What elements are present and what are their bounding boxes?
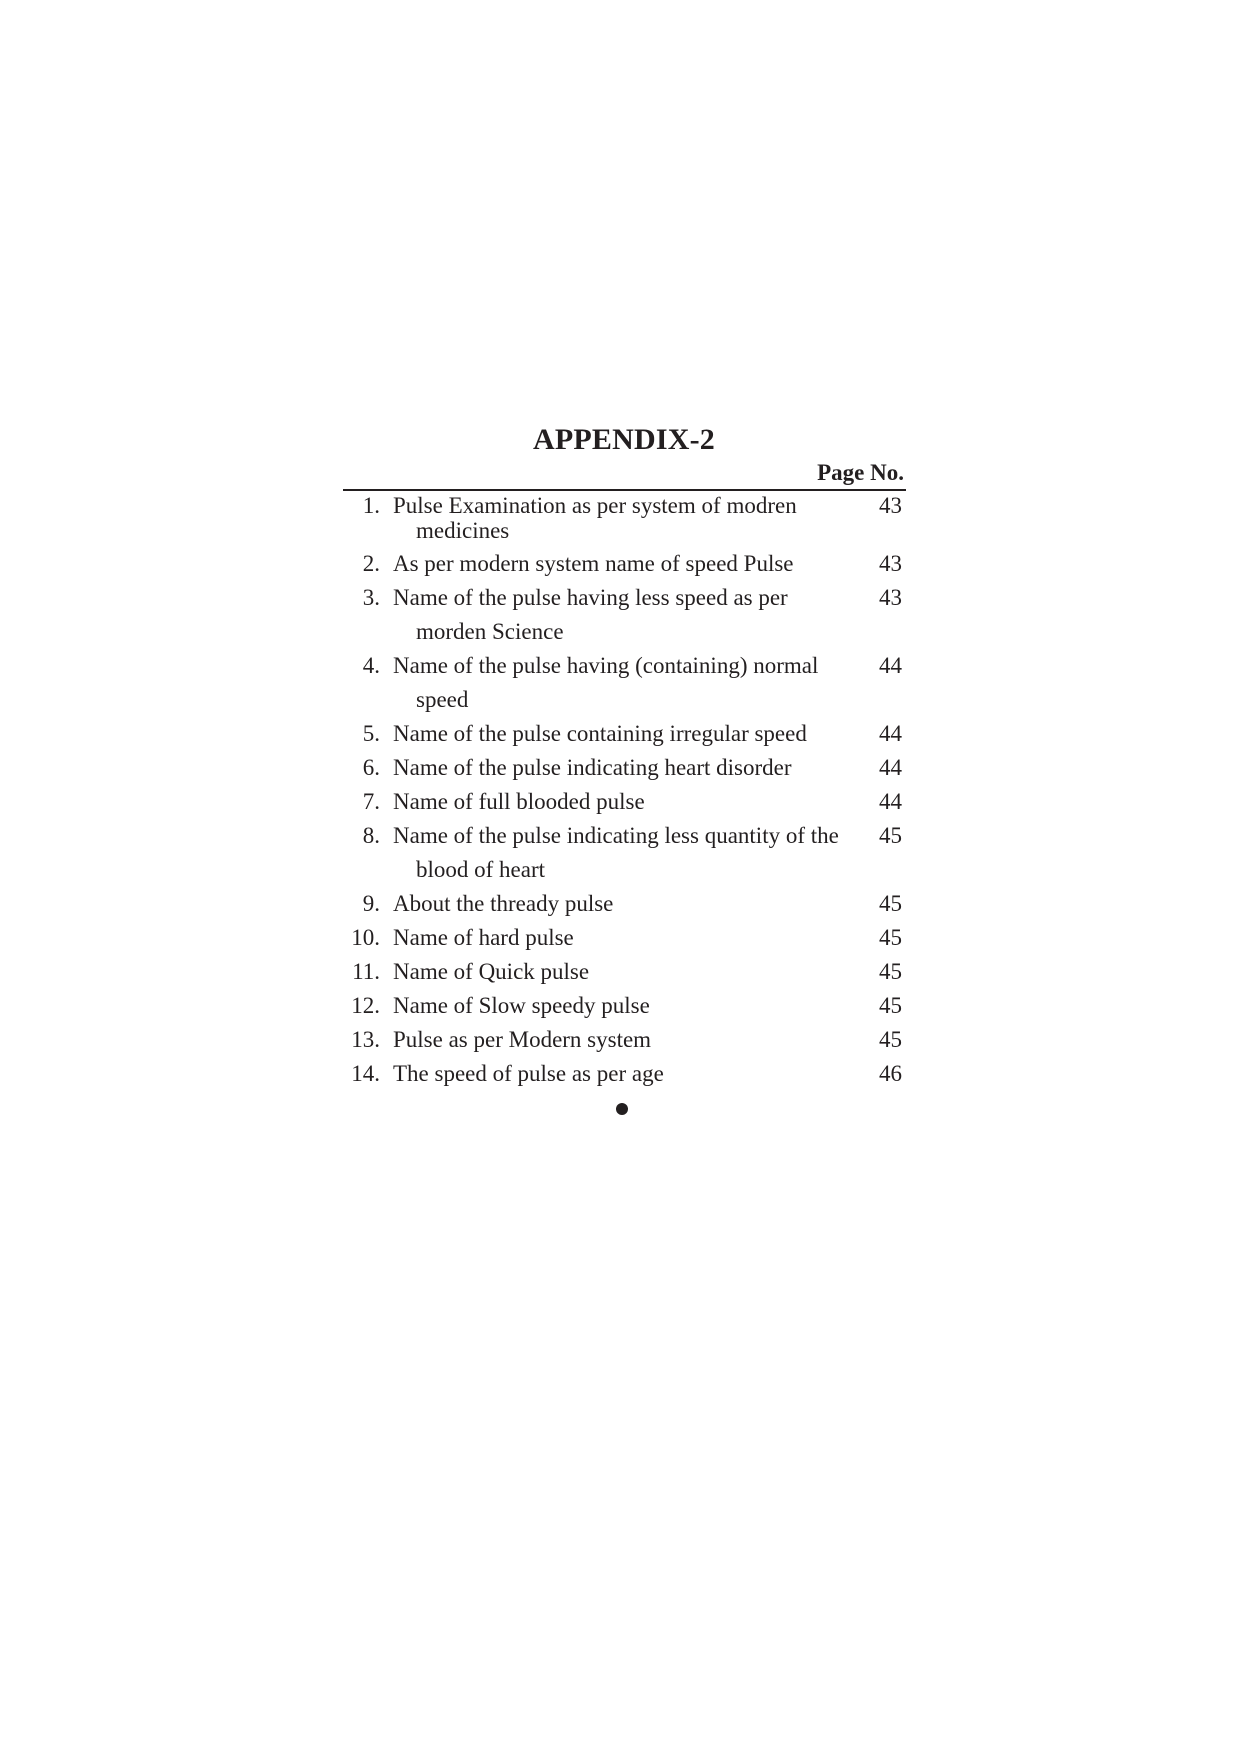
entry-number: 14. xyxy=(351,1061,380,1086)
entry-page-number: 45 xyxy=(879,925,902,950)
toc-entry-1 xyxy=(344,493,904,543)
entry-number: 11. xyxy=(352,959,380,984)
entry-page-number: 44 xyxy=(879,653,902,678)
entry-page-number: 46 xyxy=(879,1061,902,1086)
entry-number: 12. xyxy=(351,993,380,1018)
toc-entry-4 xyxy=(344,649,904,717)
entry-title-line-1: Name of Quick pulse xyxy=(393,959,590,984)
entry-title-line-1: Name of full blooded pulse xyxy=(393,789,645,814)
entry-number: 6. xyxy=(362,755,380,780)
entry-title-line-1: Pulse as per Modern system xyxy=(393,1027,652,1052)
entry-page-number: 44 xyxy=(879,721,902,746)
entry-title-line-1: As per modern system name of speed Pulse xyxy=(393,551,794,576)
entry-number: 7. xyxy=(362,789,380,814)
toc-entry-9 xyxy=(344,887,904,921)
entry-title-line-1: Pulse Examination as per system of modren xyxy=(393,493,797,518)
entry-title-line-1: Name of the pulse having less speed as per xyxy=(393,585,788,610)
entry-page-number: 43 xyxy=(879,493,902,518)
entry-number: 3. xyxy=(362,585,380,610)
entry-page-number: 44 xyxy=(879,789,902,814)
toc-entry-5 xyxy=(344,717,904,751)
entry-page-number: 43 xyxy=(879,551,902,576)
entry-page-number: 45 xyxy=(879,823,902,848)
entry-number: 13. xyxy=(351,1027,380,1052)
entry-title-line-1: Name of Slow speedy pulse xyxy=(393,993,650,1018)
toc-entry-2 xyxy=(344,547,904,581)
entry-title-line-1: Name of the pulse having (containing) normal xyxy=(393,653,819,678)
entry-title-line-2: morden Science xyxy=(416,619,564,644)
entry-title-line-1: Name of the pulse indicating heart disorder xyxy=(393,755,792,780)
toc-entry-12 xyxy=(344,989,904,1023)
toc-entry-3 xyxy=(344,581,904,649)
entry-title-line-1: Name of the pulse containing irregular speed xyxy=(393,721,807,746)
entry-title-line-1: The speed of pulse as per age xyxy=(393,1061,664,1086)
entry-page-number: 43 xyxy=(879,585,902,610)
entry-page-number: 44 xyxy=(879,755,902,780)
page-number-column-header: Page No. xyxy=(817,460,904,485)
entry-number: 8. xyxy=(362,823,380,848)
entry-title-line-1: About the thready pulse xyxy=(393,891,614,916)
end-bullet xyxy=(616,1103,628,1115)
table-of-contents xyxy=(344,493,904,1091)
entry-page-number: 45 xyxy=(879,1027,902,1052)
entry-number: 4. xyxy=(362,653,380,678)
header-rule xyxy=(343,489,906,491)
toc-entry-10 xyxy=(344,921,904,955)
toc-entry-14 xyxy=(344,1057,904,1091)
entry-number: 10. xyxy=(351,925,380,950)
entry-title-line-2: blood of heart xyxy=(416,857,546,882)
appendix-title: APPENDIX-2 xyxy=(533,423,715,456)
toc-entry-11 xyxy=(344,955,904,989)
entry-title-line-1: Name of hard pulse xyxy=(393,925,574,950)
toc-entry-8 xyxy=(344,819,904,887)
entry-number: 1. xyxy=(362,493,380,518)
entry-number: 5. xyxy=(362,721,380,746)
toc-entry-13 xyxy=(344,1023,904,1057)
entry-page-number: 45 xyxy=(879,891,902,916)
entry-page-number: 45 xyxy=(879,959,902,984)
entry-title-line-1: Name of the pulse indicating less quantity of the xyxy=(393,823,839,848)
entry-page-number: 45 xyxy=(879,993,902,1018)
entry-title-line-2: speed xyxy=(416,687,469,712)
entry-number: 9. xyxy=(362,891,380,916)
toc-entry-6 xyxy=(344,751,904,785)
entry-title-line-2: medicines xyxy=(416,518,510,543)
entry-number: 2. xyxy=(362,551,380,576)
toc-entry-7 xyxy=(344,785,904,819)
